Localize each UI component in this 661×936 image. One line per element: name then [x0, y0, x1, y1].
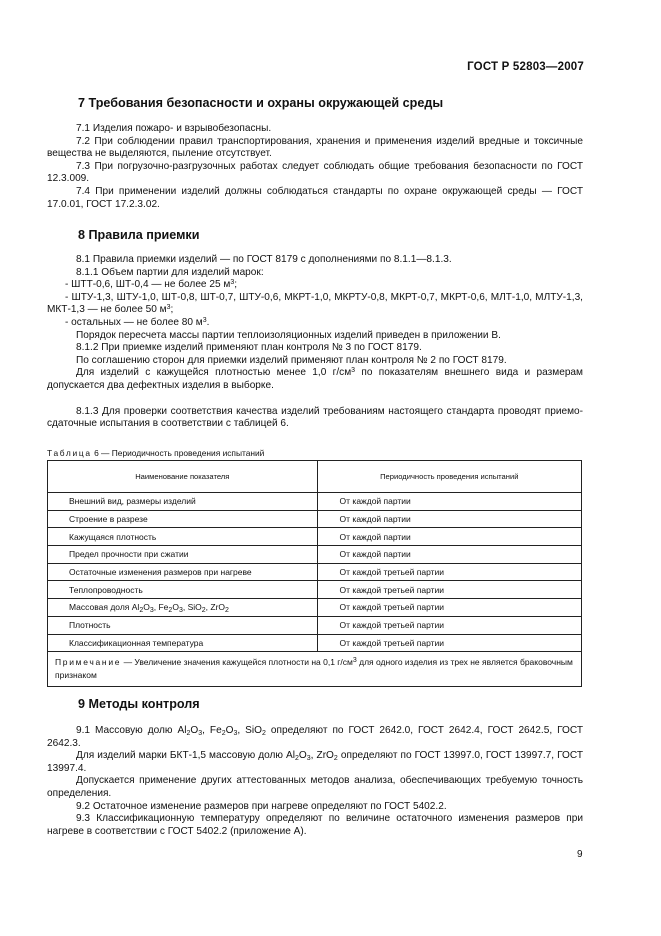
note-label: Примечание [55, 657, 122, 668]
text-run: , SiO [237, 725, 262, 736]
table-row [48, 599, 582, 617]
subscript: 2 [186, 730, 191, 737]
cell-period: От каждой третьей партии [317, 616, 581, 634]
punctuation: ; [234, 279, 238, 291]
text-run: Для изделий марки БКТ-1,5 массовую долю Al [76, 750, 295, 762]
paragraph-9-1 [47, 725, 583, 750]
subscript-host: $O_3$ [190, 725, 203, 737]
caption-text: 6 — Периодичность проведения испытаний [91, 448, 265, 458]
table-note [48, 652, 582, 687]
cell-period: От каждой третьей партии [317, 563, 581, 581]
paragraph-density [47, 367, 583, 392]
list-item-batch-50 [47, 292, 583, 317]
paragraph-8-1-1: 8.1.1 Объем партии для изделий марок: [76, 266, 264, 278]
cell-period: От каждой третьей партии [317, 581, 581, 599]
table-row [48, 616, 582, 634]
table-row [48, 510, 582, 528]
list-item-text: - ШТУ-1,3, ШТУ-1,0, ШТ-0,8, ШТ-0,7, ШТУ-0,6, МКРТ-1,0, МКРТУ-0,8, МКРТ-0,7, МКРТ-0,6, МЛТ-1,0, МЛТУ-1,3, МКТ-1,3 — не более 50 м [47, 291, 583, 316]
list-item-batch-80 [47, 317, 583, 330]
table-row [48, 546, 582, 564]
superscript: 3 [352, 657, 357, 665]
paragraph-conversion: Порядок пересчета массы партии теплоизоляционных изделий приведен в приложении В. [76, 329, 501, 341]
text-run: 9.1 Массовую долю Al [76, 725, 187, 736]
paragraph-other-methods: Допускается применение других аттестованных методов анализа, обеспечивающих требуемую точность определения. [47, 775, 583, 799]
paragraph-8-1-2: 8.1.2 При приемке изделий применяют план контроля № 3 по ГОСТ 8179. [76, 342, 422, 354]
subscript: 3 [233, 730, 238, 737]
cell-name: Внешний вид, размеры изделий [48, 493, 318, 511]
section-7-heading: 7 Требования безопасности и охраны окружающей среды [78, 96, 444, 110]
table-row [48, 528, 582, 546]
section-8-body [47, 254, 583, 431]
cell-period: От каждой партии [317, 546, 581, 564]
subscript-host: $O_3$ [298, 750, 311, 763]
subscript: 2 [225, 607, 229, 615]
text-run: , Fe [153, 602, 169, 613]
text-run: Массовая доля Al [69, 602, 140, 613]
section-7-body [47, 123, 583, 211]
subscript-host: $O_3$ [143, 602, 154, 615]
paragraph-9-3: 9.3 Классификационную температуру определяют по величине остаточного изменения размеров при нагреве в соответствии с ГОСТ 5402.2 (приложение А). [47, 813, 583, 837]
text-run: Для изделий с кажущейся плотностью менее 1,0 г/см [76, 367, 352, 379]
punctuation: . [206, 316, 210, 328]
section-9-heading: 9 Методы контроля [78, 697, 200, 711]
document-code: ГОСТ Р 52803—2007 [467, 61, 584, 73]
column-header-name: Наименование показателя [48, 461, 318, 493]
subscript: 2 [333, 755, 338, 763]
table-row [48, 634, 582, 652]
paragraph-8-1: 8.1 Правила приемки изделий — по ГОСТ 8179 с дополнениями по 8.1.1—8.1.3. [76, 254, 452, 265]
cell-period: От каждой партии [317, 493, 581, 511]
subscript-host: $O_3$ [172, 602, 183, 615]
subscript: 3 [178, 607, 183, 615]
text-run: , ZrO [310, 750, 334, 762]
subscript: 3 [306, 755, 311, 763]
cell-name: Теплопроводность [48, 581, 318, 599]
subscript: 2 [139, 607, 144, 615]
subscript: 2 [221, 730, 226, 737]
paragraph-7-3: 7.3 При погрузочно-разгрузочных работах следует соблюдать общие требования безопасности по ГОСТ 12.3.009. [47, 160, 583, 185]
text-run: , ZrO [205, 602, 226, 613]
paragraph-9-2: 9.2 Остаточное изменение размеров при нагреве определяют по ГОСТ 5402.2. [76, 800, 447, 812]
cell-period: От каждой партии [317, 510, 581, 528]
caption-label: Таблица [47, 448, 92, 458]
text-run: определяют по ГОСТ 2642.0, ГОСТ 2642.4, ГОСТ 2642.5, ГОСТ 2642.3. [47, 725, 583, 749]
text-run: — Увеличение значения кажущейся плотности на 0,1 г/см [121, 657, 353, 668]
section-9-body [47, 725, 583, 838]
column-header-period: Периодичность проведения испытаний [317, 461, 581, 493]
cell-name: Классификационная температура [48, 634, 318, 652]
list-item-text: - ШТТ-0,6, ШТ-0,4 — не более 25 м [65, 279, 231, 291]
text-run: , SiO [182, 602, 202, 613]
text-run: , Fe [202, 725, 222, 736]
text-run: определяют по ГОСТ 13997.0, ГОСТ 13997.7, ГОСТ 13997.4. [47, 750, 583, 774]
subscript: 2 [201, 607, 206, 615]
table-6 [47, 460, 582, 687]
subscript: 2 [261, 730, 266, 737]
subscript: 2 [295, 755, 299, 763]
paragraph-bkt [47, 750, 583, 775]
paragraph-agreement: По соглашению сторон для приемки изделий применяют план контроля № 2 по ГОСТ 8179. [76, 354, 507, 366]
list-item-batch-25 [47, 279, 583, 292]
table-6-caption [47, 448, 264, 458]
subscript: 3 [198, 730, 203, 737]
cell-period: От каждой партии [317, 528, 581, 546]
cell-name: Остаточные изменения размеров при нагреве [48, 563, 318, 581]
paragraph-7-4: 7.4 При применении изделий должны соблюдаться стандарты по охране окружающей среды — ГОСТ 17.0.01, ГОСТ 17.2.3.02. [47, 185, 583, 210]
section-8-heading: 8 Правила приемки [78, 228, 200, 242]
table-row [48, 493, 582, 511]
subscript: 2 [168, 607, 173, 615]
table-row [48, 563, 582, 581]
cell-period: От каждой третьей партии [317, 599, 581, 617]
punctuation: ; [170, 304, 174, 316]
subscript: 3 [149, 607, 154, 615]
text-run: по показателям внешнего вида и размерам допускается два дефектных изделия в выборке. [47, 367, 583, 391]
superscript: 3 [230, 279, 235, 287]
text-run: для одного изделия из трех не является браковочным признаком [55, 657, 573, 680]
list-item-text: - остальных — не более 80 м [65, 316, 203, 328]
cell-name: Строение в разрезе [48, 510, 318, 528]
superscript: 3 [166, 304, 171, 312]
cell-name [48, 599, 318, 617]
table-row [48, 581, 582, 599]
table-header-row [48, 461, 582, 493]
paragraph-7-1: 7.1 Изделия пожаро- и взрывобезопасны. [76, 123, 272, 134]
subscript-host: $O_3$ [225, 725, 238, 737]
superscript: 3 [351, 367, 356, 375]
superscript: 3 [202, 316, 207, 324]
cell-name: Кажущаяся плотность [48, 528, 318, 546]
cell-name: Плотность [48, 616, 318, 634]
table-note-row [48, 652, 582, 687]
paragraph-8-1-3: 8.1.3 Для проверки соответствия качества изделий требованиям настоящего стандарта проводят приемо-сдаточные испытания в соответствии с таблицей 6. [47, 405, 583, 430]
page-number: 9 [577, 849, 583, 860]
cell-period: От каждой третьей партии [317, 634, 581, 652]
cell-name: Предел прочности при сжатии [48, 546, 318, 564]
paragraph-7-2: 7.2 При соблюдении правил транспортирования, хранения и применения изделий вредные и токсичные вещества не выделяются, пыление отсутствует. [47, 135, 583, 160]
